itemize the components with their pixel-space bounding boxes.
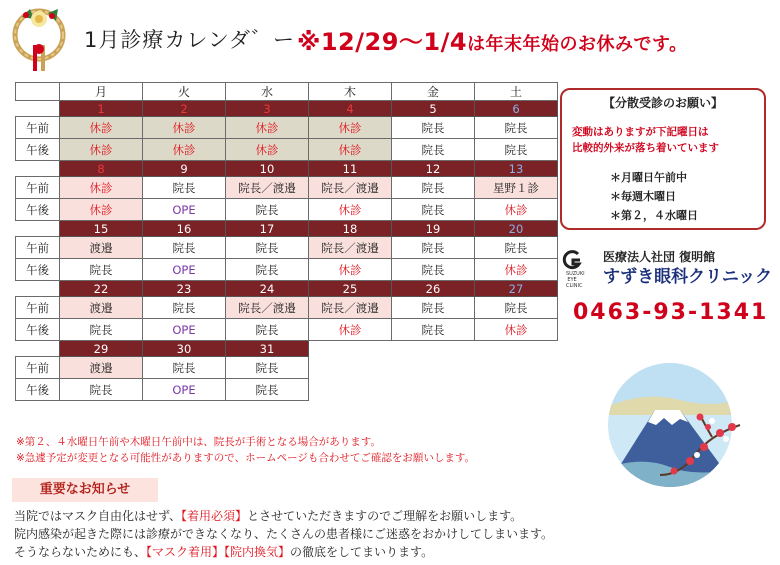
date-row: [16, 341, 558, 357]
dispersal-description: 変動はありますが下記曜日は 比較的外来が落ち着いています: [572, 126, 719, 154]
list-item: ＊月曜日午前中: [610, 171, 687, 184]
date-cell: 2: [143, 101, 226, 117]
weekday-sat: 土: [475, 83, 558, 101]
schedule-cell: 休診: [60, 117, 143, 139]
schedule-cell: 休診: [309, 117, 392, 139]
pm-label: 午後: [16, 319, 60, 341]
am-row: [16, 357, 558, 379]
schedule-cell: 院長: [392, 177, 475, 199]
schedule-cell: OPE: [143, 379, 226, 401]
am-row: [16, 297, 558, 319]
schedule-cell: 休診: [475, 259, 558, 281]
clinic-logo-icon: [562, 250, 582, 270]
schedule-cell: 院長: [226, 237, 309, 259]
notice-line-3: そうならないためにも、【マスク着用】【院内換気】の徹底をしてまいります。: [14, 545, 434, 559]
page-title: 1月診療カレンダ゛ー: [84, 28, 295, 52]
weekday-tue: 火: [143, 83, 226, 101]
note-surgery: ※第２、４水曜日午前や木曜日午前中は、院長が手術となる場合があります。: [16, 436, 381, 448]
schedule-cell: 院長: [226, 319, 309, 341]
weekday-thu: 木: [309, 83, 392, 101]
schedule-cell: 院長: [143, 357, 226, 379]
schedule-cell: 院長／渡邉: [309, 237, 392, 259]
schedule-cell: OPE: [143, 319, 226, 341]
schedule-cell: 院長: [392, 259, 475, 281]
date-cell: 27: [475, 281, 558, 297]
pm-label: 午後: [16, 379, 60, 401]
schedule-cell: 院長: [143, 297, 226, 319]
schedule-cell: 院長: [392, 139, 475, 161]
date-cell: 31: [226, 341, 309, 357]
schedule-cell: 渡邉: [60, 297, 143, 319]
am-label: 午前: [16, 117, 60, 139]
schedule-cell: 休診: [475, 319, 558, 341]
pm-row: [16, 379, 558, 401]
weekday-mon: 月: [60, 83, 143, 101]
am-row: [16, 237, 558, 259]
schedule-cell: 院長: [226, 379, 309, 401]
date-cell: 10: [226, 161, 309, 177]
date-cell: 4: [309, 101, 392, 117]
important-notice-badge: 重要なお知らせ: [12, 478, 158, 502]
list-item: ＊毎週木曜日: [610, 190, 676, 203]
schedule-cell: 休診: [60, 139, 143, 161]
date-cell: 1: [60, 101, 143, 117]
corporation-name: 医療法人社団 復明館: [603, 250, 716, 264]
schedule-cell: OPE: [143, 199, 226, 221]
date-cell: 9: [143, 161, 226, 177]
schedule-cell: 院長: [475, 117, 558, 139]
schedule-cell: OPE: [143, 259, 226, 281]
date-cell: 12: [392, 161, 475, 177]
schedule-cell: 院長／渡邉: [309, 177, 392, 199]
date-cell: 17: [226, 221, 309, 237]
date-cell: 26: [392, 281, 475, 297]
pm-label: 午後: [16, 259, 60, 281]
schedule-cell: 院長: [392, 199, 475, 221]
am-row: [16, 117, 558, 139]
note-schedule-change: ※急遽予定が変更となる可能性がありますので、ホームページも合わせてご確認をお願いします。: [16, 452, 476, 464]
schedule-cell: 休診: [226, 117, 309, 139]
pm-label: 午後: [16, 139, 60, 161]
date-cell: 20: [475, 221, 558, 237]
weekday-wed: 水: [226, 83, 309, 101]
schedule-cell: 院長: [143, 177, 226, 199]
date-cell: 22: [60, 281, 143, 297]
am-label: 午前: [16, 177, 60, 199]
date-cell: 24: [226, 281, 309, 297]
list-item: ＊第２，４水曜日: [610, 209, 698, 222]
date-cell: 8: [60, 161, 143, 177]
date-cell: 3: [226, 101, 309, 117]
schedule-cell: 院長: [226, 259, 309, 281]
schedule-cell: 院長: [392, 117, 475, 139]
corner-cell: [16, 83, 60, 101]
date-cell: 23: [143, 281, 226, 297]
date-cell: 11: [309, 161, 392, 177]
pm-row: [16, 319, 558, 341]
phone-number: 0463-93-1341: [573, 300, 769, 325]
pm-row: [16, 259, 558, 281]
schedule-cell: 休診: [60, 199, 143, 221]
schedule-cell: 休診: [226, 139, 309, 161]
dispersal-request-box: [560, 88, 766, 230]
schedule-cell: 院長: [60, 259, 143, 281]
holiday-notice: ※12/29～1/4は年末年始のお休みです。: [297, 28, 688, 56]
date-cell: 18: [309, 221, 392, 237]
am-row: [16, 177, 558, 199]
date-cell: 15: [60, 221, 143, 237]
pm-label: 午後: [16, 199, 60, 221]
date-cell: 30: [143, 341, 226, 357]
clinic-name: すずき眼科クリニック: [603, 267, 773, 287]
date-cell: 5: [392, 101, 475, 117]
am-label: 午前: [16, 357, 60, 379]
schedule-cell: 休診: [309, 199, 392, 221]
schedule-cell: 渡邉: [60, 357, 143, 379]
date-row: [16, 221, 558, 237]
date-cell: 25: [309, 281, 392, 297]
date-cell: 13: [475, 161, 558, 177]
date-row: [16, 161, 558, 177]
schedule-cell: 休診: [309, 319, 392, 341]
notice-line-1: 当院ではマスク自由化はせず、【着用必須】とさせていただきますのでご理解をお願いします。: [14, 509, 523, 523]
pm-row: [16, 139, 558, 161]
am-label: 午前: [16, 297, 60, 319]
dispersal-list: [610, 168, 698, 225]
schedule-cell: 院長: [392, 237, 475, 259]
schedule-cell: 渡邉: [60, 237, 143, 259]
notice-line-2: 院内感染が起きた際には診療ができなくなり、たくさんの患者様にご迷惑をおかけしてしまいます。: [14, 527, 554, 541]
date-row: [16, 101, 558, 117]
mount-fuji-illustration: [600, 355, 750, 505]
schedule-cell: 院長: [226, 199, 309, 221]
schedule-cell: 院長: [60, 379, 143, 401]
schedule-cell: 院長: [392, 297, 475, 319]
am-label: 午前: [16, 237, 60, 259]
new-year-wreath-icon: [8, 5, 70, 75]
schedule-cell: 院長: [60, 319, 143, 341]
schedule-cell: 院長／渡邉: [226, 297, 309, 319]
schedule-cell: 休診: [60, 177, 143, 199]
schedule-cell: 院長: [475, 297, 558, 319]
date-cell: 16: [143, 221, 226, 237]
schedule-cell: 院長: [226, 357, 309, 379]
schedule-cell: 休診: [309, 139, 392, 161]
weekday-fri: 金: [392, 83, 475, 101]
dispersal-title: 【分散受診のお願い】: [602, 96, 723, 110]
date-cell: 19: [392, 221, 475, 237]
schedule-cell: 院長: [475, 139, 558, 161]
schedule-cell: 院長: [392, 319, 475, 341]
schedule-cell: 院長: [143, 237, 226, 259]
clinic-logo-text: SUZUKI EYE CLINIC: [566, 271, 585, 289]
date-cell: 29: [60, 341, 143, 357]
schedule-cell: 院長／渡邉: [226, 177, 309, 199]
schedule-cell: 星野１診: [475, 177, 558, 199]
schedule-cell: 院長／渡邉: [309, 297, 392, 319]
weekday-header-row: [16, 83, 558, 101]
date-row: [16, 281, 558, 297]
pm-row: [16, 199, 558, 221]
schedule-cell: 休診: [309, 259, 392, 281]
date-cell: 6: [475, 101, 558, 117]
schedule-cell: 休診: [143, 117, 226, 139]
schedule-cell: 休診: [475, 199, 558, 221]
calendar-table: [15, 82, 558, 401]
schedule-cell: 休診: [143, 139, 226, 161]
schedule-cell: 院長: [475, 237, 558, 259]
